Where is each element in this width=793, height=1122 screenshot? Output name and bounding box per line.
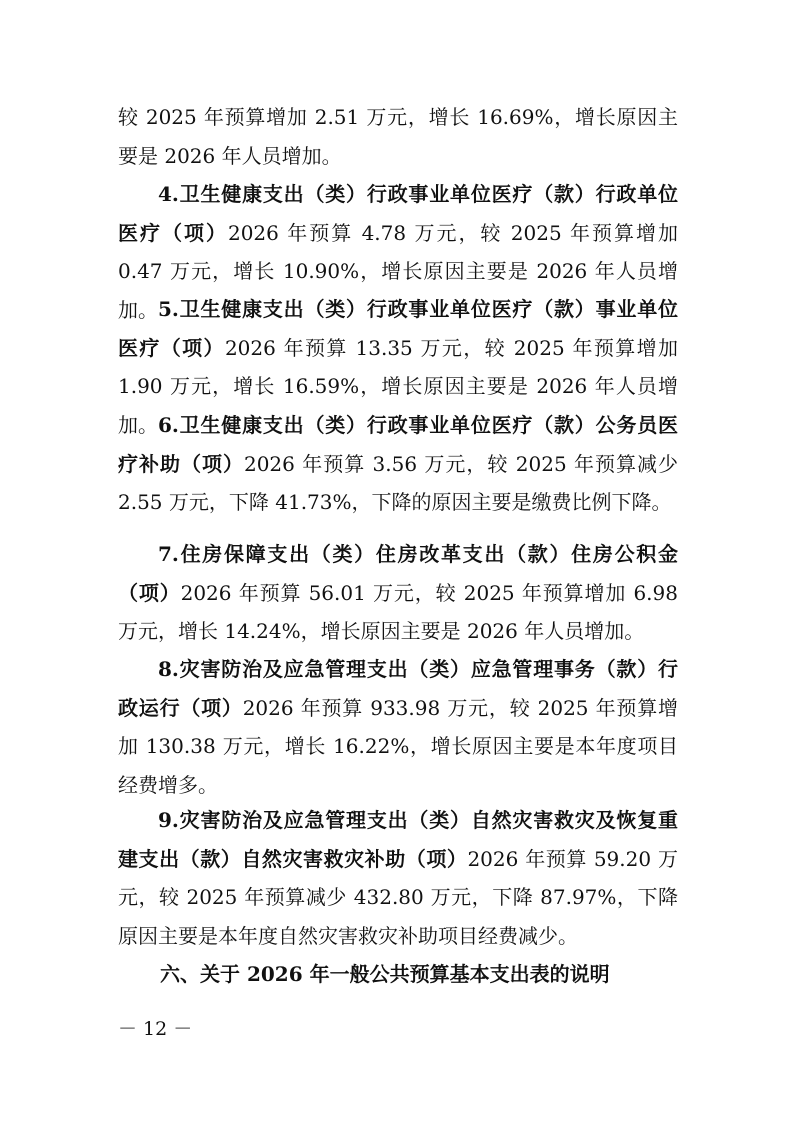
- paragraph-continued: [118, 98, 678, 175]
- paragraph-text: 2026 年预算 56.01 万元，较 2025 年预算增加 6.98 万元，增长 14.24%，增长原因主要是 2026 年人员增加。: [118, 580, 678, 643]
- paragraph-item-9: [118, 801, 678, 955]
- paragraph-lead: 6.卫生健康支出（类）行政事业单位医疗（款）公务员医疗补助（项）: [118, 413, 678, 476]
- paragraph-text: 2026 年预算 13.35 万元，较 2025 年预算增加 1.90 万元，增长 16.59%，增长原因主要是 2026 年人员增加。: [118, 335, 679, 437]
- page-number: － 12 －: [118, 1018, 193, 1040]
- paragraph-lead: 5.卫生健康支出（类）行政事业单位医疗（款）事业单位医疗（项）: [118, 297, 678, 360]
- paragraph-item-8: [118, 650, 678, 804]
- paragraph-lead: 4.卫生健康支出（类）行政事业单位医疗（款）行政单位医疗（项）: [118, 182, 678, 245]
- paragraph-item-7: [118, 535, 678, 651]
- paragraph-lead: 8.灾害防治及应急管理支出（类）应急管理事务（款）行政运行（项）: [118, 657, 678, 720]
- paragraph-text: 2026 年预算 59.20 万元，较 2025 年预算减少 432.80 万元，下降 87.97%，下降原因主要是本年度自然灾害救灾补助项目经费减少。: [118, 846, 678, 948]
- paragraph-text: 较 2025 年预算增加 2.51 万元，增长 16.69%，增长原因主要是 2026 年人员增加。: [118, 105, 678, 168]
- paragraph-lead: 9.灾害防治及应急管理支出（类）自然灾害救灾及恢复重建支出（款）自然灾害救灾补助（项）: [118, 808, 678, 871]
- paragraph-text: 2026 年预算 4.78 万元，较 2025 年预算增加 0.47 万元，增长 10.90%，增长原因主要是 2026 年人员增加。: [118, 220, 679, 322]
- paragraph-text: 2026 年预算 3.56 万元，较 2025 年预算减少 2.55 万元，下降 41.73%，下降的原因主要是缴费比例下降。: [118, 451, 678, 514]
- paragraph-text: 2026 年预算 933.98 万元，较 2025 年预算增加 130.38 万元，增长 16.22%，增长原因主要是本年度项目经费增多。: [118, 695, 678, 797]
- paragraph-item-6: [118, 406, 678, 522]
- section-heading: 六、关于 2026 年一般公共预算基本支出表的说明: [160, 962, 610, 986]
- paragraph-lead: 7.住房保障支出（类）住房改革支出（款）住房公积金（项）: [118, 542, 678, 605]
